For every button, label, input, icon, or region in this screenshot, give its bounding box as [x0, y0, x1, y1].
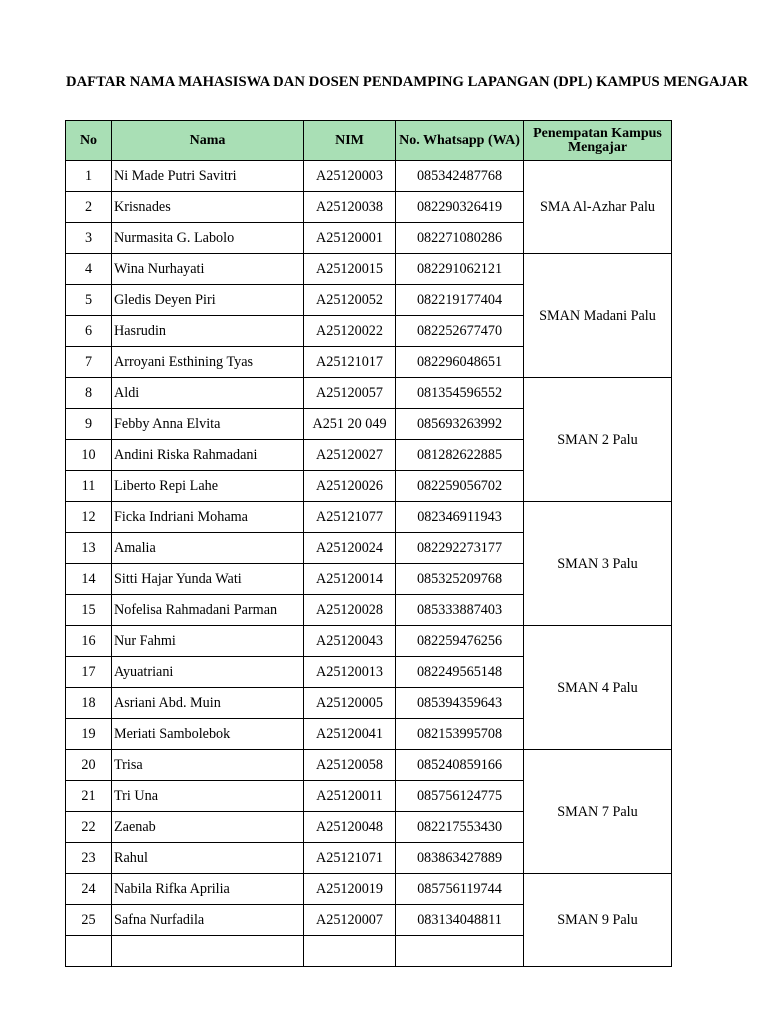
no-cell: 12 [66, 502, 112, 533]
nim-cell: A25120026 [304, 471, 396, 502]
name-cell: Ficka Indriani Mohama [112, 502, 304, 533]
name-cell: Wina Nurhayati [112, 254, 304, 285]
whatsapp-cell: 085240859166 [396, 750, 524, 781]
whatsapp-cell: 082219177404 [396, 285, 524, 316]
whatsapp-cell: 083863427889 [396, 843, 524, 874]
whatsapp-cell: 082291062121 [396, 254, 524, 285]
name-cell: Amalia [112, 533, 304, 564]
name-cell: Andini Riska Rahmadani [112, 440, 304, 471]
student-table-container [65, 120, 670, 935]
no-cell: 7 [66, 347, 112, 378]
whatsapp-cell: 085325209768 [396, 564, 524, 595]
whatsapp-cell: 082249565148 [396, 657, 524, 688]
name-cell: Ni Made Putri Savitri [112, 161, 304, 192]
no-cell: 9 [66, 409, 112, 440]
name-cell: Trisa [112, 750, 304, 781]
name-cell: Zaenab [112, 812, 304, 843]
table-row [66, 502, 672, 533]
placement-cell: SMAN 3 Palu [524, 502, 672, 626]
nim-cell: A25120022 [304, 316, 396, 347]
name-cell: Safna Nurfadila [112, 905, 304, 936]
nim-cell [304, 936, 396, 967]
no-cell: 17 [66, 657, 112, 688]
nim-cell: A25120003 [304, 161, 396, 192]
name-cell: Tri Una [112, 781, 304, 812]
name-cell: Nur Fahmi [112, 626, 304, 657]
placement-cell: SMAN Madani Palu [524, 254, 672, 378]
whatsapp-cell: 085693263992 [396, 409, 524, 440]
no-cell [66, 936, 112, 967]
table-row [66, 750, 672, 781]
table-row [66, 874, 672, 905]
no-cell: 2 [66, 192, 112, 223]
name-cell: Krisnades [112, 192, 304, 223]
nim-cell: A25120052 [304, 285, 396, 316]
no-cell: 10 [66, 440, 112, 471]
document-title: DAFTAR NAMA MAHASISWA DAN DOSEN PENDAMPING LAPANGAN (DPL) KAMPUS MENGAJAR [66, 74, 749, 90]
student-table [65, 120, 672, 967]
nim-cell: A25121017 [304, 347, 396, 378]
no-cell: 24 [66, 874, 112, 905]
whatsapp-cell: 085756124775 [396, 781, 524, 812]
header-nama: Nama [112, 121, 304, 161]
no-cell: 8 [66, 378, 112, 409]
nim-cell: A25120024 [304, 533, 396, 564]
name-cell: Gledis Deyen Piri [112, 285, 304, 316]
whatsapp-cell: 082296048651 [396, 347, 524, 378]
name-cell: Hasrudin [112, 316, 304, 347]
name-cell: Aldi [112, 378, 304, 409]
table-row [66, 626, 672, 657]
table-row [66, 161, 672, 192]
no-cell: 23 [66, 843, 112, 874]
name-cell: Febby Anna Elvita [112, 409, 304, 440]
no-cell: 21 [66, 781, 112, 812]
nim-cell: A25120048 [304, 812, 396, 843]
placement-cell: SMA Al-Azhar Palu [524, 161, 672, 254]
whatsapp-cell: 081282622885 [396, 440, 524, 471]
nim-cell: A251 20 049 [304, 409, 396, 440]
no-cell: 1 [66, 161, 112, 192]
name-cell: Sitti Hajar Yunda Wati [112, 564, 304, 595]
nim-cell: A25120005 [304, 688, 396, 719]
nim-cell: A25120057 [304, 378, 396, 409]
no-cell: 5 [66, 285, 112, 316]
header-penempatan: Penempatan Kampus Mengajar [524, 121, 672, 161]
whatsapp-cell: 081354596552 [396, 378, 524, 409]
no-cell: 16 [66, 626, 112, 657]
name-cell: Rahul [112, 843, 304, 874]
nim-cell: A25121071 [304, 843, 396, 874]
whatsapp-cell: 082259056702 [396, 471, 524, 502]
whatsapp-cell: 082290326419 [396, 192, 524, 223]
name-cell: Nabila Rifka Aprilia [112, 874, 304, 905]
no-cell: 6 [66, 316, 112, 347]
nim-cell: A25120041 [304, 719, 396, 750]
placement-cell: SMAN 2 Palu [524, 378, 672, 502]
whatsapp-cell: 082292273177 [396, 533, 524, 564]
no-cell: 3 [66, 223, 112, 254]
no-cell: 11 [66, 471, 112, 502]
whatsapp-cell [396, 936, 524, 967]
nim-cell: A25120019 [304, 874, 396, 905]
name-cell: Liberto Repi Lahe [112, 471, 304, 502]
header-no: No [66, 121, 112, 161]
nim-cell: A25120013 [304, 657, 396, 688]
whatsapp-cell: 085342487768 [396, 161, 524, 192]
no-cell: 20 [66, 750, 112, 781]
whatsapp-cell: 085756119744 [396, 874, 524, 905]
table-row [66, 378, 672, 409]
no-cell: 13 [66, 533, 112, 564]
nim-cell: A25120007 [304, 905, 396, 936]
nim-cell: A25120027 [304, 440, 396, 471]
name-cell [112, 936, 304, 967]
placement-cell: SMAN 4 Palu [524, 626, 672, 750]
placement-cell: SMAN 9 Palu [524, 874, 672, 967]
whatsapp-cell: 083134048811 [396, 905, 524, 936]
whatsapp-cell: 082153995708 [396, 719, 524, 750]
header-whatsapp: No. Whatsapp (WA) [396, 121, 524, 161]
no-cell: 15 [66, 595, 112, 626]
name-cell: Nofelisa Rahmadani Parman [112, 595, 304, 626]
name-cell: Ayuatriani [112, 657, 304, 688]
name-cell: Asriani Abd. Muin [112, 688, 304, 719]
whatsapp-cell: 082252677470 [396, 316, 524, 347]
name-cell: Nurmasita G. Labolo [112, 223, 304, 254]
whatsapp-cell: 082217553430 [396, 812, 524, 843]
no-cell: 14 [66, 564, 112, 595]
table-row [66, 254, 672, 285]
name-cell: Arroyani Esthining Tyas [112, 347, 304, 378]
no-cell: 4 [66, 254, 112, 285]
no-cell: 25 [66, 905, 112, 936]
no-cell: 19 [66, 719, 112, 750]
nim-cell: A25121077 [304, 502, 396, 533]
nim-cell: A25120001 [304, 223, 396, 254]
whatsapp-cell: 082259476256 [396, 626, 524, 657]
nim-cell: A25120014 [304, 564, 396, 595]
table-body [66, 161, 672, 967]
whatsapp-cell: 085394359643 [396, 688, 524, 719]
table-header-row [66, 121, 672, 161]
nim-cell: A25120038 [304, 192, 396, 223]
header-nim: NIM [304, 121, 396, 161]
whatsapp-cell: 085333887403 [396, 595, 524, 626]
nim-cell: A25120058 [304, 750, 396, 781]
nim-cell: A25120028 [304, 595, 396, 626]
no-cell: 22 [66, 812, 112, 843]
nim-cell: A25120015 [304, 254, 396, 285]
placement-cell: SMAN 7 Palu [524, 750, 672, 874]
whatsapp-cell: 082271080286 [396, 223, 524, 254]
whatsapp-cell: 082346911943 [396, 502, 524, 533]
nim-cell: A25120011 [304, 781, 396, 812]
name-cell: Meriati Sambolebok [112, 719, 304, 750]
nim-cell: A25120043 [304, 626, 396, 657]
no-cell: 18 [66, 688, 112, 719]
